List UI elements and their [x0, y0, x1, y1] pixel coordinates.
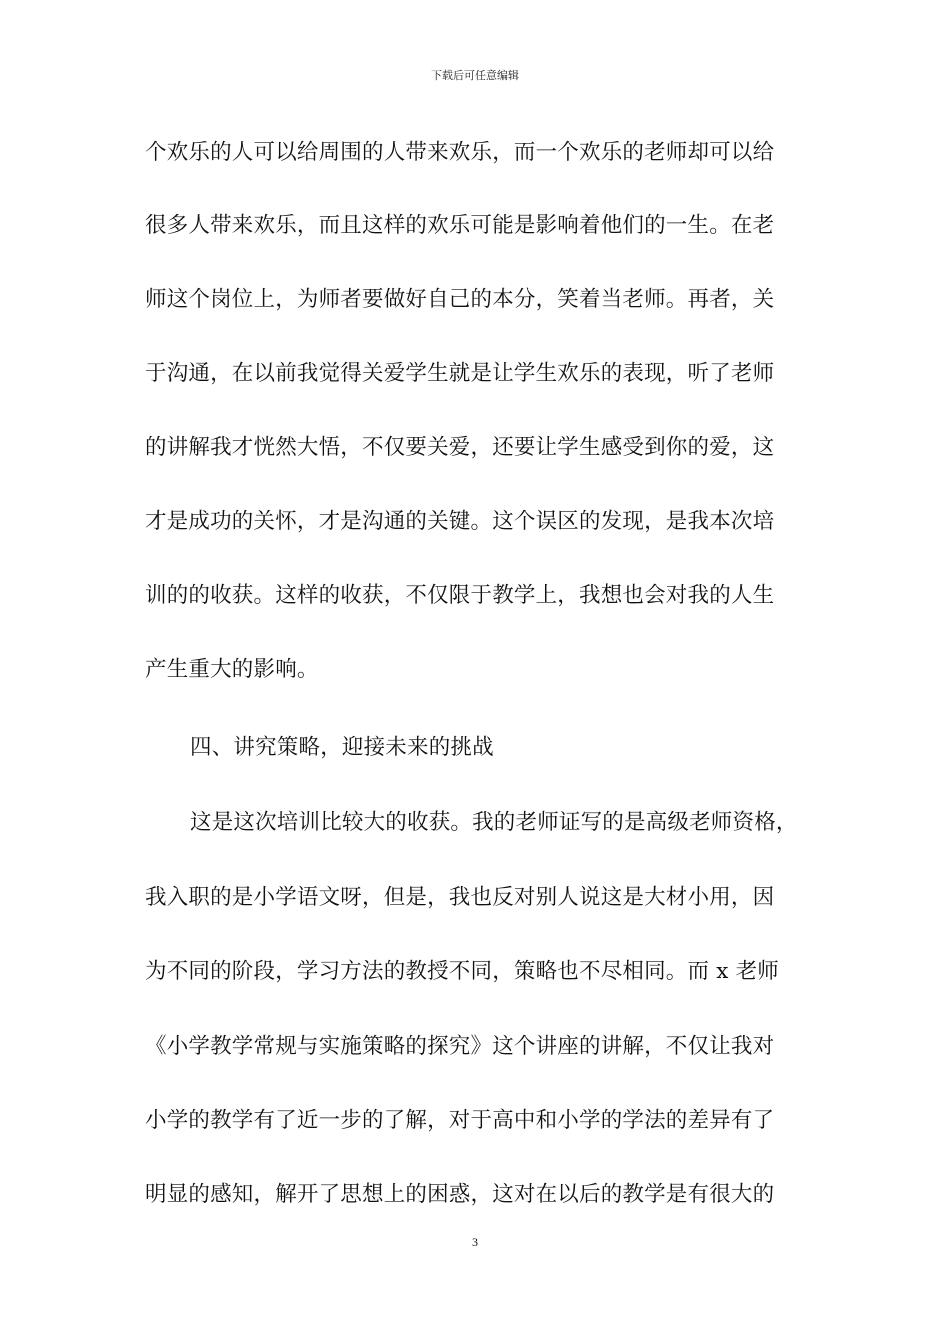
- text-line: 明显的感知，解开了思想上的困惑，这对在以后的教学是有很大的: [145, 1182, 775, 1207]
- page-number: 3: [472, 1235, 478, 1249]
- text-line: 我入职的是小学语文呀，但是，我也反对别人说这是大材小用，因: [145, 885, 775, 910]
- section-heading: 四、讲究策略，迎接未来的挑战: [190, 735, 494, 760]
- text-line: 于沟通，在以前我觉得关爱学生就是让学生欢乐的表现，听了老师: [145, 361, 775, 386]
- text-line: 产生重大的影响。: [145, 657, 319, 682]
- text-line: 才是成功的关怀，才是沟通的关键。这个误区的发现，是我本次培: [145, 509, 775, 534]
- text-line: 小学的教学有了近一步的了解，对于高中和小学的学法的差异有了: [145, 1108, 775, 1133]
- paragraph-first-line: 这是这次培训比较大的收获。我的老师证写的是高级老师资格，: [190, 810, 798, 835]
- text-line: 为不同的阶段，学习方法的教授不同，策略也不尽相同。而 x 老师: [145, 959, 779, 984]
- text-line: 师这个岗位上，为师者要做好自己的本分，笑着当老师。再者，关: [145, 287, 775, 312]
- page-header: 下载后可任意编辑: [431, 69, 519, 82]
- text-line: 《小学教学常规与实施策略的探究》这个讲座的讲解，不仅让我对: [145, 1034, 775, 1059]
- text-line: 很多人带来欢乐，而且这样的欢乐可能是影响着他们的一生。在老: [145, 213, 775, 238]
- text-line: 个欢乐的人可以给周围的人带来欢乐，而一个欢乐的老师却可以给: [145, 140, 775, 165]
- text-line: 的讲解我才恍然大悟，不仅要关爱，还要让学生感受到你的爱，这: [145, 435, 775, 460]
- text-line: 训的的收获。这样的收获，不仅限于教学上，我想也会对我的人生: [145, 583, 775, 608]
